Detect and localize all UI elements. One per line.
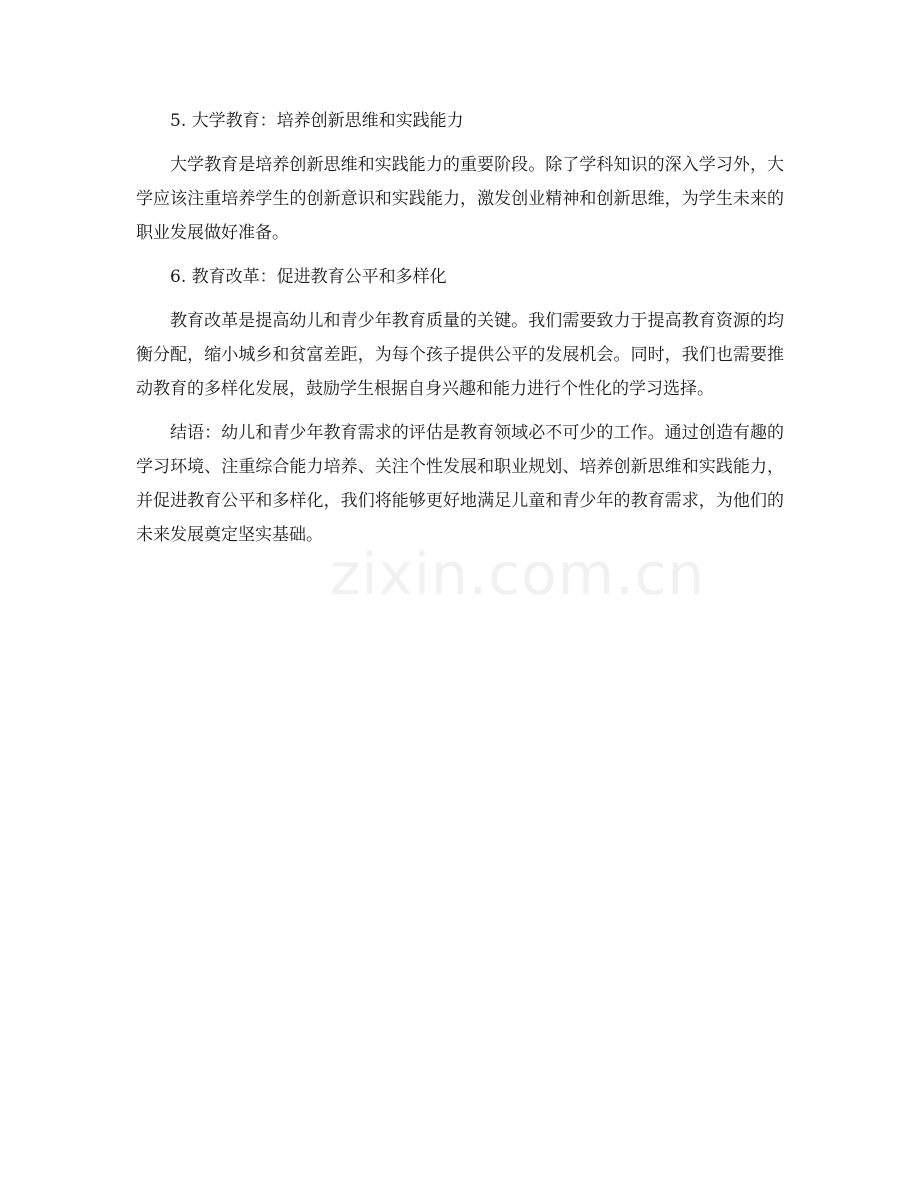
document-body: [136, 104, 784, 562]
section-6-heading: 6. 教育改革：促进教育公平和多样化: [170, 267, 447, 287]
section-5-paragraph: 大学教育是培养创新思维和实践能力的重要阶段。除了学科知识的深入学习外，大学应该注重培养学生的创新意识和实践能力，激发创业精神和创新思维，为学生未来的职业发展做好准备。: [136, 155, 784, 243]
section-6-paragraph: 教育改革是提高幼儿和青少年教育质量的关键。我们需要致力于提高教育资源的均衡分配，缩小城乡和贫富差距，为每个孩子提供公平的发展机会。同时，我们也需要推动教育的多样化发展，鼓励学生根据自身兴趣和能力进行个性化的学习选择。: [136, 311, 784, 399]
watermark: zixin.com.cn: [330, 540, 706, 608]
section-5-heading: 5. 大学教育：培养创新思维和实践能力: [170, 111, 464, 131]
conclusion-paragraph: 结语：幼儿和青少年教育需求的评估是教育领域必不可少的工作。通过创造有趣的学习环境、注重综合能力培养、关注个性发展和职业规划、培养创新思维和实践能力，并促进教育公平和多样化，我们将能够更好地满足儿童和青少年的教育需求，为他们的未来发展奠定坚实基础。: [136, 423, 784, 545]
